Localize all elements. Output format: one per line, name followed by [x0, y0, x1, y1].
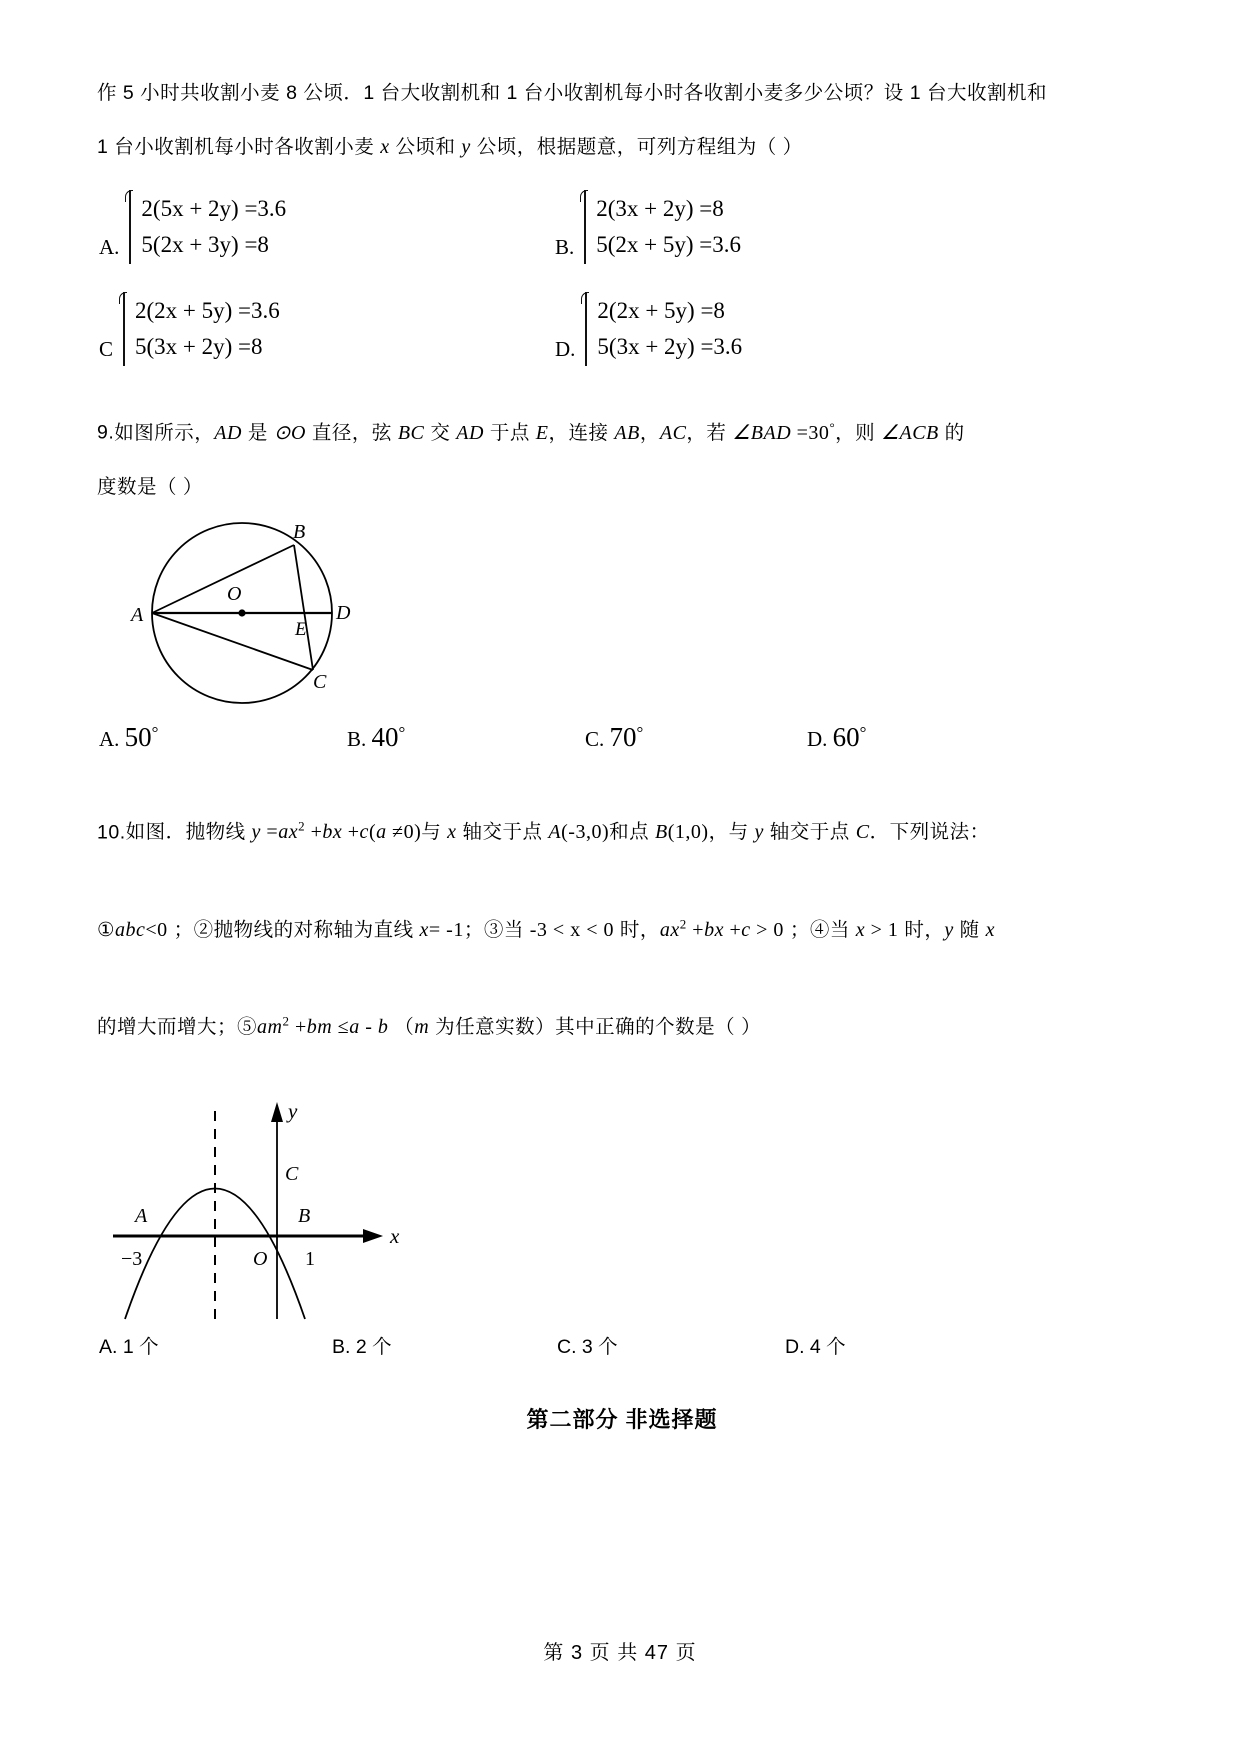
q10-stem2-run-1: abc	[114, 918, 146, 941]
q9-stem-run-19: ∠ACB	[881, 421, 939, 444]
q10-stem2-run-5: = -1	[428, 918, 464, 941]
q10-stem1-run-2: =	[260, 821, 279, 843]
q10-stem1-run-7: +	[342, 821, 360, 843]
q10-stem2-run-18: > 1	[865, 918, 899, 941]
q9-stem-run-5: BC	[397, 421, 425, 444]
q8-option-d-eq1: 2(2x + 5y) =8	[597, 298, 725, 323]
q9-choice-d[interactable]	[807, 722, 866, 753]
tick-label-1: 1	[305, 1248, 315, 1270]
q9-stem-line2: 度数是（ ）	[97, 475, 203, 498]
q9-stem-run-20: 的	[938, 421, 965, 444]
q10-stem2-run-10: 2	[679, 916, 687, 931]
q10-stem1-run-16: (-3,0)	[561, 821, 610, 843]
q9-circle-figure	[117, 518, 1147, 708]
q10-stem2-run-19: 时，	[898, 918, 945, 941]
q9-stem-run-12: ，	[639, 421, 660, 444]
q10-stem2-run-15: > 0	[750, 918, 784, 941]
label-C: C	[313, 670, 327, 693]
q9-stem-run-15: ∠BAD	[732, 421, 792, 444]
q10-stem1-run-4: 2	[298, 818, 306, 834]
q10-stem3-run-10: m	[414, 1016, 430, 1038]
q8-option-b-eq2: 5(2x + 5y) =3.6	[596, 232, 742, 257]
q10-stem3-run-2: 2	[282, 1013, 290, 1029]
q9-choice-a-value: 50	[124, 721, 152, 752]
q10-stem1-run-0: 如图．抛物线	[125, 821, 252, 843]
x-axis-label: x	[390, 1224, 400, 1248]
label-B: B	[298, 1205, 311, 1227]
label-O: O	[227, 582, 242, 605]
q10-stem1-run-20: ，与	[708, 821, 755, 843]
q10-stem3-run-3: +	[289, 1016, 307, 1038]
q10-stem2-run-9: ax	[659, 918, 680, 941]
q8-option-d[interactable]	[555, 292, 742, 366]
q8-option-c-eq2: 5(3x + 2y) =8	[135, 334, 263, 359]
segment-BC	[294, 545, 313, 670]
q10-choice-c[interactable]: C. 3 个	[557, 1336, 618, 1358]
q10-stem1-run-21: y	[754, 821, 764, 843]
q10-stem2-run-20: y	[944, 918, 954, 941]
q10-stem2-run-4: x	[419, 918, 429, 941]
q10-stem1-run-9: (	[368, 821, 377, 843]
q9-stem-run-0: 如图所示，	[114, 421, 215, 444]
q10-stem1-run-24: ．下列说法：	[869, 821, 990, 843]
tick-label-neg3: −3	[121, 1248, 143, 1270]
x-axis-arrow	[363, 1229, 383, 1243]
q10-stem2-run-0: ①	[97, 918, 115, 941]
q8-option-c[interactable]	[99, 292, 280, 366]
q10-stem2-run-7: -3 < x < 0	[529, 918, 614, 941]
q10-stem1-run-19: (1,0)	[667, 821, 709, 843]
q9-choice-b-letter: B.	[347, 726, 367, 751]
brace-icon	[117, 292, 131, 366]
q10-stem1-run-11: ≠0)	[386, 821, 422, 843]
q8-option-a[interactable]	[99, 190, 286, 264]
q9-stem-run-1: AD	[214, 421, 242, 444]
q10-stem3-run-9: （	[388, 1016, 415, 1038]
q9-stem-run-2: 是	[241, 421, 274, 444]
q10-stem2-run-14: c	[741, 918, 751, 941]
q10-stem2-run-8: 时，	[613, 918, 660, 941]
brace-icon	[579, 292, 593, 366]
q10-choice-a[interactable]: A. 1 个	[99, 1336, 159, 1358]
q8-option-c-eq1: 2(2x + 5y) =3.6	[135, 298, 280, 323]
q9-stem-run-14: ，若	[686, 421, 733, 444]
q10-stem3-run-4: bm	[306, 1016, 333, 1038]
q10-stem-line1	[97, 800, 1147, 860]
q10-stem2-run-16: ；④当	[783, 918, 856, 941]
q10-stem1-run-13: x	[447, 821, 457, 843]
q8-option-a-letter: A.	[99, 235, 120, 259]
q9-choices	[97, 722, 1147, 768]
q9-stem-run-18: ，则	[835, 421, 882, 444]
q10-stem2-run-22: x	[985, 918, 995, 941]
q10-stem3-run-5: ≤	[332, 1016, 350, 1038]
label-E: E	[295, 618, 307, 640]
q8-option-d-eq2: 5(3x + 2y) =3.6	[597, 334, 743, 359]
q9-choice-a-unit: °	[151, 722, 159, 742]
q9-stem-run-16: =30	[791, 421, 830, 444]
label-A: A	[135, 1205, 148, 1227]
label-A: A	[131, 603, 144, 626]
q10-stem2-run-21: 随	[953, 918, 986, 941]
q8-option-b[interactable]	[555, 190, 741, 264]
q8-options-row-1	[97, 190, 1147, 274]
q8-stem-line1: 作 5 小时共收割小麦 8 公顷．1 台大收割机和 1 台小收割机每小时各收割小麦多少公顷？设 1 台大收割机和	[97, 82, 1047, 104]
q9-choice-a-letter: A.	[99, 726, 120, 751]
q10-stem-line2	[97, 897, 1147, 957]
q8-option-c-letter: C	[99, 337, 114, 361]
q10-stem1-run-3: ax	[278, 821, 299, 843]
q9-stem-run-10: ，连接	[548, 421, 615, 444]
q9-stem-run-9: E	[535, 421, 549, 444]
q8-stem-line2-c: 公顷，根据题意，可列方程组为（ ）	[470, 136, 803, 158]
q10-stem1-run-18: B	[655, 821, 668, 843]
q8-option-a-eq1: 2(5x + 2y) =3.6	[141, 196, 287, 221]
q9-stem-run-4: 直径，弦	[306, 421, 398, 444]
q10-stem1-run-5: +	[305, 821, 323, 843]
page-content	[97, 0, 1147, 1434]
q9-number: 9.	[97, 421, 115, 444]
q8-stem-line2-b: 公顷和	[389, 136, 462, 158]
brace-icon	[578, 190, 592, 264]
q10-stem1-run-8: c	[359, 821, 369, 843]
q10-stem1-run-12: 与	[421, 821, 448, 843]
q9-stem-run-8: 于点	[483, 421, 536, 444]
q9-stem-run-7: AD	[456, 421, 484, 444]
q9-choice-a[interactable]	[99, 722, 158, 753]
q10-stem2-run-3: ；②抛物线的对称轴为直线	[167, 918, 420, 941]
q10-stem1-run-1: y	[251, 821, 261, 843]
q10-stem1-run-15: A	[548, 821, 562, 843]
q8-stem-line2	[97, 120, 1147, 174]
label-B: B	[293, 520, 306, 543]
q9-choice-d-unit: °	[859, 722, 867, 742]
q10-stem1-run-6: bx	[322, 821, 343, 843]
q10-stem2-run-12: bx	[704, 918, 724, 941]
q9-choice-c-letter: C.	[585, 726, 605, 751]
q10-stem3-run-11: 为任意实数）其中正确的个数是（ ）	[429, 1016, 762, 1038]
q9-choice-c-value: 70	[609, 721, 637, 752]
q8-stem-line2-a: 1 台小收割机每小时各收割小麦	[97, 136, 381, 158]
q10-stem3-run-1: am	[257, 1016, 283, 1038]
q10-stem3-run-8: b	[377, 1016, 389, 1038]
q10-stem-line3	[97, 995, 1147, 1055]
origin-label: O	[253, 1248, 268, 1270]
q10-stem3-run-6: a	[349, 1016, 360, 1038]
q9-stem-run-6: 交	[424, 421, 457, 444]
q9-choice-d-value: 60	[832, 721, 860, 752]
q8-option-b-letter: B.	[555, 235, 575, 259]
q10-stem2-run-11: +	[686, 918, 705, 941]
q8-var-x: x	[380, 136, 390, 158]
q9-stem-run-3: ⊙O	[273, 421, 306, 444]
q9-choice-b[interactable]	[347, 722, 405, 753]
q9-choice-c-unit: °	[636, 722, 644, 742]
q10-stem2-run-17: x	[855, 918, 866, 941]
q8-option-d-letter: D.	[555, 337, 576, 361]
page-footer: 第 3 页 共 47 页	[543, 1642, 697, 1664]
q8-option-a-eq2: 5(2x + 3y) =8	[141, 232, 269, 257]
label-D: D	[336, 601, 351, 624]
q10-number: 10.	[97, 821, 126, 843]
q10-stem1-run-22: 轴交于点	[763, 821, 856, 843]
q10-stem2-run-13: +	[723, 918, 742, 941]
q10-stem3-run-7: -	[359, 1016, 378, 1038]
q9-choice-b-value: 40	[371, 721, 399, 752]
q10-stem2-run-6: ；③当	[463, 918, 530, 941]
q9-choice-c[interactable]	[585, 722, 643, 753]
q9-stem-line1	[97, 400, 1147, 460]
q9-choice-d-letter: D.	[807, 726, 828, 751]
section-title: 第二部分 非选择题	[526, 1407, 718, 1432]
q10-stem1-run-10: a	[376, 821, 387, 843]
q9-choice-b-unit: °	[398, 722, 406, 742]
y-axis-label: y	[288, 1099, 298, 1123]
q10-stem2-run-2: <0	[145, 918, 168, 941]
center-point-O	[238, 609, 245, 616]
q10-stem1-run-14: 轴交于点	[456, 821, 549, 843]
segment-AC	[152, 613, 313, 670]
q10-choices	[97, 1331, 1147, 1377]
q10-parabola-figure	[105, 1076, 1147, 1321]
y-axis-arrow	[271, 1102, 283, 1122]
q8-options-row-2	[97, 292, 1147, 376]
q9-stem-run-11: AB	[614, 421, 640, 444]
q10-choice-b[interactable]: B. 2 个	[332, 1336, 392, 1358]
q10-choice-d[interactable]: D. 4 个	[785, 1336, 846, 1358]
q10-stem1-run-17: 和点	[609, 821, 656, 843]
label-C: C	[285, 1163, 299, 1185]
q10-stem1-run-23: C	[855, 821, 870, 843]
brace-icon	[123, 190, 137, 264]
q9-stem-run-13: AC	[659, 421, 687, 444]
q8-var-y: y	[461, 136, 471, 158]
q8-option-b-eq1: 2(3x + 2y) =8	[596, 196, 724, 221]
q10-stem3-run-0: 的增大而增大；⑤	[97, 1016, 258, 1038]
q9-stem-run-17: °	[829, 419, 836, 434]
